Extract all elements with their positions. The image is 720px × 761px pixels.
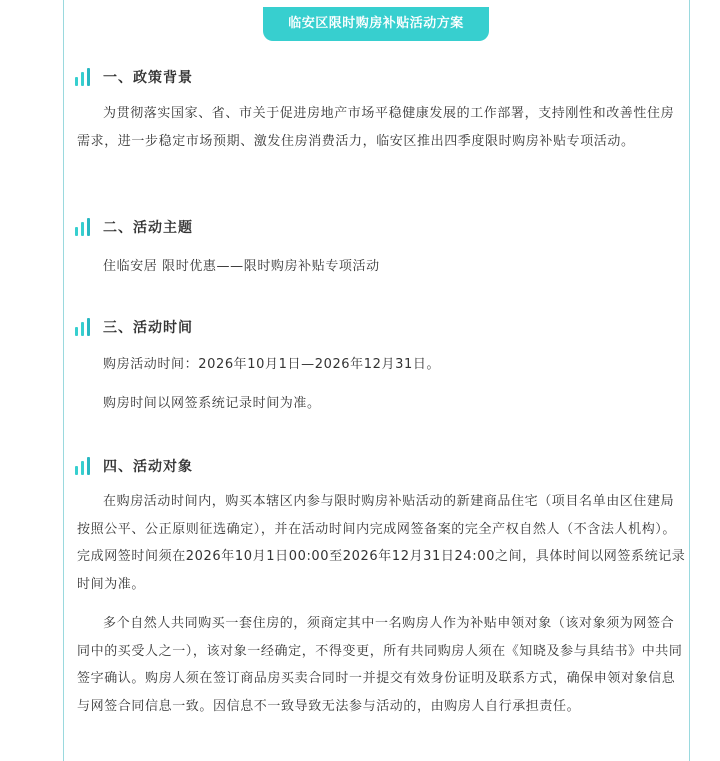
section-title: 一、政策背景	[103, 70, 193, 86]
paragraph: 住临安居 限时优惠——限时购房补贴专项活动	[103, 259, 380, 274]
paragraph: 购房活动时间：2026年10月1日—2026年12月31日。	[103, 357, 441, 372]
bar-chart-icon	[75, 218, 93, 236]
bar-chart-icon	[75, 68, 93, 86]
section-title: 四、活动对象	[103, 459, 193, 475]
paragraph: 多个自然人共同购买一套住房的，须商定其中一名购房人作为补贴申领对象（该对象须为网签合同中的买受人之一），该对象一经确定，不得变更，所有共同购房人须在《知晓及参与具结书》中共同签字确认。购房人须在签订商品房买卖合同时一并提交有效身份证明及联系方式，确保申领对象信息与网签合同信息一致。因信息不一致导致无法参与活动的，由购房人自行承担责任。	[77, 616, 683, 714]
bar-chart-icon	[75, 318, 93, 336]
bar-chart-icon	[75, 457, 93, 475]
section-title: 二、活动主题	[103, 220, 193, 236]
section-heading-background	[75, 66, 193, 88]
section-heading-time	[75, 316, 193, 338]
page-title: 临安区限时购房补贴活动方案	[263, 7, 489, 41]
section-heading-target	[75, 455, 193, 477]
paragraph: 为贯彻落实国家、省、市关于促进房地产市场平稳健康发展的工作部署，支持刚性和改善性住房需求，进一步稳定市场预期、激发住房消费活力，临安区推出四季度限时购房补贴专项活动。	[77, 106, 675, 149]
paragraph: 购房时间以网签系统记录时间为准。	[103, 396, 321, 411]
section-heading-theme	[75, 216, 193, 238]
paragraph: 在购房活动时间内，购买本辖区内参与限时购房补贴活动的新建商品住宅（项目名单由区住建局按照公平、公正原则征选确定），并在活动时间内完成网签备案的完全产权自然人（不含法人机构）。完成网签时间须在2026年10月1日00:00至2026年12月31日24:00之间，具体时间以网签系统记录时间为准。	[77, 494, 686, 592]
section-title: 三、活动时间	[103, 320, 193, 336]
